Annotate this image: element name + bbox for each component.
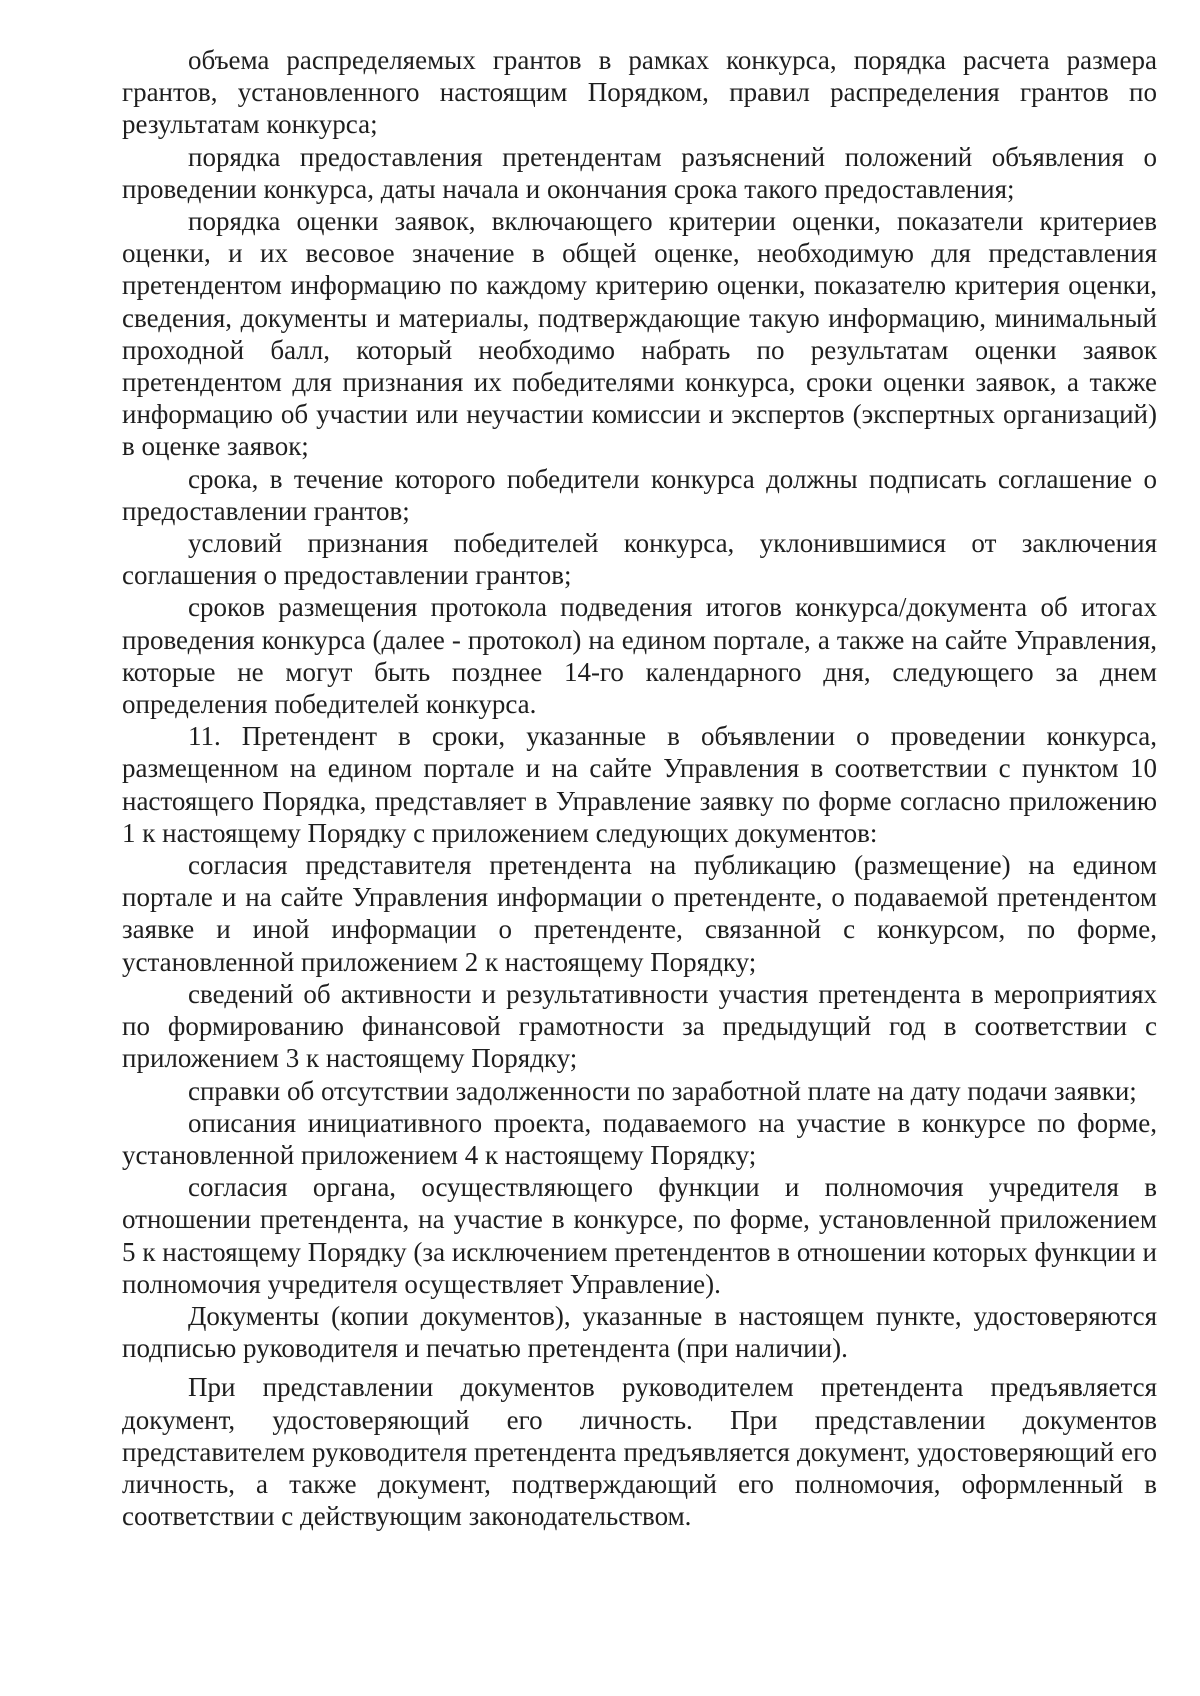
paragraph: справки об отсутствии задолженности по заработной плате на дату подачи заявки;: [188, 1075, 1137, 1106]
paragraph: описания инициативного проекта, подаваемого на участие в конкурсе по форме, установленной приложением 4 к настоящему Порядку;: [122, 1107, 1157, 1170]
paragraph: сроков размещения протокола подведения итогов конкурса/документа об итогах проведения конкурса (далее - протокол) на едином портале, а также на сайте Управления, которые не могут быть позднее 14-го календарного дня, следующего за днем определения победителей конкурса.: [122, 592, 1157, 720]
paragraph: срока, в течение которого победители конкурса должны подписать соглашение о предоставлении грантов;: [122, 463, 1157, 526]
paragraph: Документы (копии документов), указанные в настоящем пункте, удостоверяются подписью руководителя и печатью претендента (при наличии).: [122, 1300, 1157, 1364]
paragraph: объема распределяемых грантов в рамках конкурса, порядка расчета размера грантов, установленного настоящим Порядком, правил распределения грантов по результатам конкурса;: [122, 45, 1157, 140]
paragraph: согласия представителя претендента на публикацию (размещение) на едином портале и на сайте Управления информации о претенденте, о подаваемой претендентом заявке и иной информации о претенденте, связанной с конкурсом, по форме, установленной приложением 2 к настоящему Порядку;: [122, 850, 1157, 977]
paragraph: сведений об активности и результативности участия претендента в мероприятиях по формированию финансовой грамотности за предыдущий год в соответствии с приложением 3 к настоящему Порядку;: [122, 978, 1157, 1074]
paragraph: порядка предоставления претендентам разъяснений положений объявления о проведении конкурса, даты начала и окончания срока такого предоставления;: [122, 141, 1157, 204]
paragraph: согласия органа, осуществляющего функции и полномочия учредителя в отношении претендента, на участие в конкурсе, по форме, установленной приложением 5 к настоящему Порядку (за исключением претендентов в отношении которых функции и полномочия учредителя осуществляет Управление).: [122, 1172, 1157, 1299]
document-body: [122, 44, 1157, 1532]
paragraph: При представлении документов руководителем претендента предъявляется документ, удостоверяющий его личность. При представлении документов представителем руководителя претендента предъявляется документ, удостоверяющий его личность, а также документ, подтверждающий его полномочия, оформленный в соответствии с действующим законодательством.: [122, 1372, 1157, 1532]
paragraph: порядка оценки заявок, включающего критерии оценки, показатели критериев оценки, и их весовое значение в общей оценке, необходимую для представления претендентом информацию по каждому критерию оценки, показателю критерия оценки, сведения, документы и материалы, подтверждающие такую информацию, минимальный проходной балл, который необходимо набрать по результатам оценки заявок претендентом для признания их победителями конкурса, сроки оценки заявок, а также информацию об участии или неучастии комиссии и экспертов (экспертных организаций) в оценке заявок;: [122, 206, 1157, 462]
section-11-paragraph: 11. Претендент в сроки, указанные в объявлении о проведении конкурса, размещенном на едином портале и на сайте Управления в соответствии с пунктом 10 настоящего Порядка, представляет в Управление заявку по форме согласно приложению 1 к настоящему Порядку с приложением следующих документов:: [122, 721, 1157, 848]
paragraph: условий признания победителей конкурса, уклонившимися от заключения соглашения о предоставлении грантов;: [122, 528, 1157, 591]
